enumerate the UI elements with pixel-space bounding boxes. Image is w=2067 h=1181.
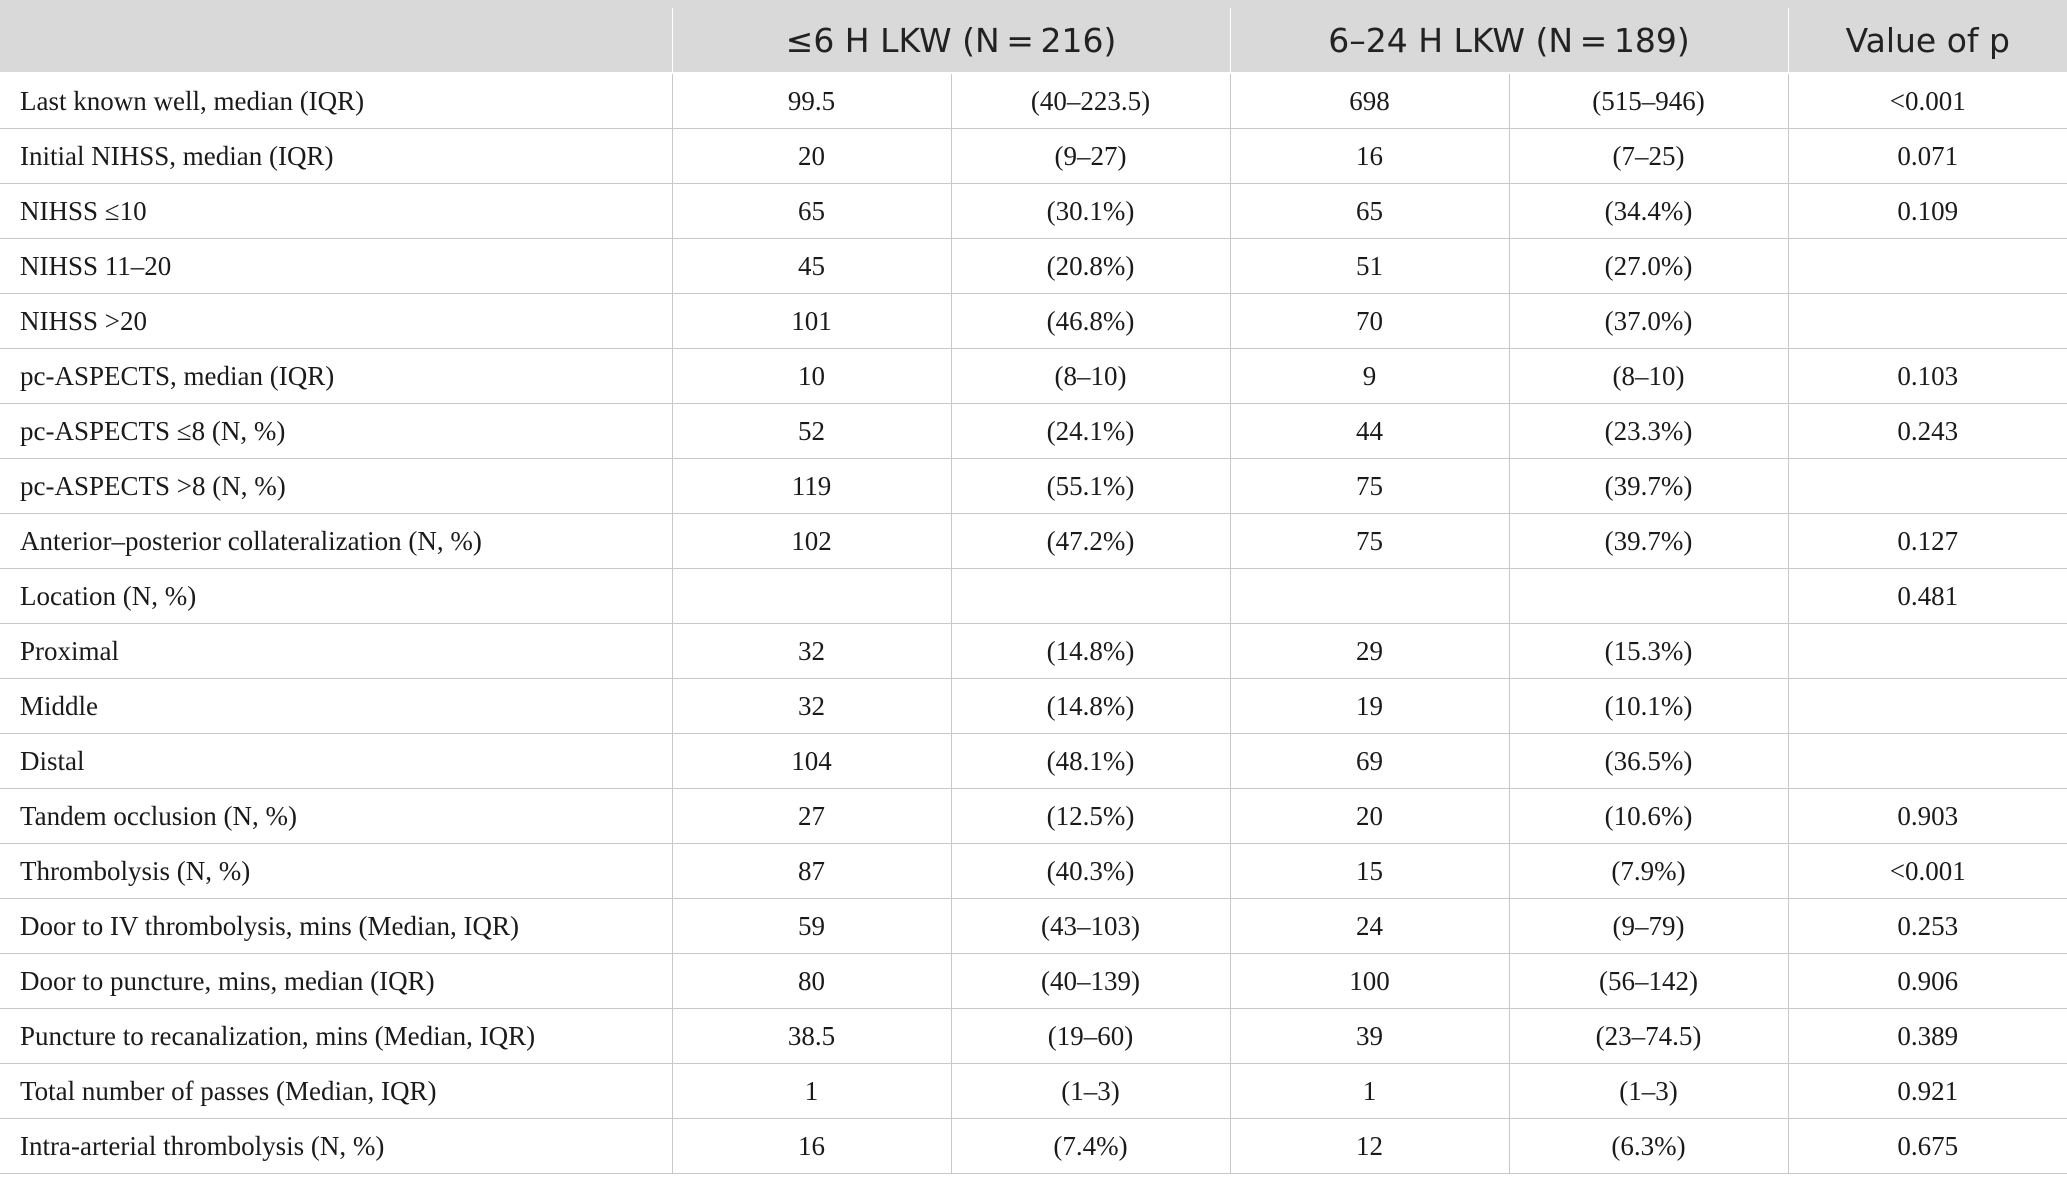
- early-detail-cell: (24.1%): [951, 404, 1230, 459]
- early-value-cell: 32: [672, 624, 951, 679]
- early-detail-cell: (8–10): [951, 349, 1230, 404]
- row-label-cell: Door to puncture, mins, median (IQR): [0, 954, 672, 1009]
- row-label-cell: Proximal: [0, 624, 672, 679]
- table-row: [0, 624, 2067, 679]
- table-row: [0, 1119, 2067, 1174]
- p-value-cell: 0.253: [1788, 899, 2067, 954]
- table-row: [0, 129, 2067, 184]
- p-value-cell: [1788, 459, 2067, 514]
- late-detail-cell: (27.0%): [1509, 239, 1788, 294]
- early-value-cell: 65: [672, 184, 951, 239]
- row-label-cell: pc-ASPECTS ≤8 (N, %): [0, 404, 672, 459]
- p-value-cell: [1788, 679, 2067, 734]
- early-detail-cell: (1–3): [951, 1064, 1230, 1119]
- late-detail-cell: (10.1%): [1509, 679, 1788, 734]
- header-group-early: ≤6 H LKW (N = 216): [672, 4, 1230, 73]
- early-value-cell: 27: [672, 789, 951, 844]
- late-detail-cell: (6.3%): [1509, 1119, 1788, 1174]
- early-detail-cell: (30.1%): [951, 184, 1230, 239]
- row-label-cell: NIHSS >20: [0, 294, 672, 349]
- p-value-cell: [1788, 624, 2067, 679]
- early-value-cell: 52: [672, 404, 951, 459]
- early-detail-cell: (19–60): [951, 1009, 1230, 1064]
- late-detail-cell: (10.6%): [1509, 789, 1788, 844]
- late-detail-cell: (7.9%): [1509, 844, 1788, 899]
- late-value-cell: 12: [1230, 1119, 1509, 1174]
- early-detail-cell: (12.5%): [951, 789, 1230, 844]
- table-row: [0, 349, 2067, 404]
- table-row: [0, 459, 2067, 514]
- late-detail-cell: (9–79): [1509, 899, 1788, 954]
- late-value-cell: 20: [1230, 789, 1509, 844]
- early-detail-cell: (40.3%): [951, 844, 1230, 899]
- row-label-cell: Tandem occlusion (N, %): [0, 789, 672, 844]
- early-detail-cell: (9–27): [951, 129, 1230, 184]
- header-group-late: 6–24 H LKW (N = 189): [1230, 4, 1788, 73]
- late-detail-cell: (515–946): [1509, 73, 1788, 129]
- row-label-cell: pc-ASPECTS, median (IQR): [0, 349, 672, 404]
- early-value-cell: [672, 569, 951, 624]
- header-row: [0, 4, 2067, 73]
- early-value-cell: 16: [672, 1119, 951, 1174]
- early-value-cell: 80: [672, 954, 951, 1009]
- late-detail-cell: (37.0%): [1509, 294, 1788, 349]
- row-label-cell: Middle: [0, 679, 672, 734]
- p-value-cell: [1788, 294, 2067, 349]
- late-value-cell: 29: [1230, 624, 1509, 679]
- row-label-cell: Puncture to recanalization, mins (Median, IQR): [0, 1009, 672, 1064]
- table-header: [0, 4, 2067, 73]
- late-detail-cell: (39.7%): [1509, 459, 1788, 514]
- late-value-cell: 69: [1230, 734, 1509, 789]
- early-value-cell: 1: [672, 1064, 951, 1119]
- early-detail-cell: (47.2%): [951, 514, 1230, 569]
- late-value-cell: 75: [1230, 459, 1509, 514]
- late-detail-cell: (15.3%): [1509, 624, 1788, 679]
- p-value-cell: 0.071: [1788, 129, 2067, 184]
- late-detail-cell: (23.3%): [1509, 404, 1788, 459]
- early-value-cell: 45: [672, 239, 951, 294]
- table-row: [0, 1009, 2067, 1064]
- p-value-cell: [1788, 239, 2067, 294]
- table-body: [0, 73, 2067, 1174]
- late-detail-cell: [1509, 569, 1788, 624]
- header-p-value: Value of p: [1788, 4, 2067, 73]
- p-value-cell: [1788, 734, 2067, 789]
- table-row: [0, 954, 2067, 1009]
- row-label-cell: NIHSS ≤10: [0, 184, 672, 239]
- early-value-cell: 32: [672, 679, 951, 734]
- early-value-cell: 99.5: [672, 73, 951, 129]
- p-value-cell: 0.481: [1788, 569, 2067, 624]
- early-detail-cell: (40–223.5): [951, 73, 1230, 129]
- late-value-cell: 15: [1230, 844, 1509, 899]
- table-row: [0, 184, 2067, 239]
- p-value-cell: 0.389: [1788, 1009, 2067, 1064]
- late-detail-cell: (56–142): [1509, 954, 1788, 1009]
- late-value-cell: 44: [1230, 404, 1509, 459]
- late-value-cell: 65: [1230, 184, 1509, 239]
- row-label-cell: Last known well, median (IQR): [0, 73, 672, 129]
- table-row: [0, 514, 2067, 569]
- late-value-cell: 39: [1230, 1009, 1509, 1064]
- late-detail-cell: (7–25): [1509, 129, 1788, 184]
- p-value-cell: 0.906: [1788, 954, 2067, 1009]
- row-label-cell: Initial NIHSS, median (IQR): [0, 129, 672, 184]
- early-detail-cell: (14.8%): [951, 624, 1230, 679]
- early-detail-cell: (46.8%): [951, 294, 1230, 349]
- early-detail-cell: (40–139): [951, 954, 1230, 1009]
- table-row: [0, 569, 2067, 624]
- table-row: [0, 404, 2067, 459]
- early-value-cell: 101: [672, 294, 951, 349]
- late-detail-cell: (34.4%): [1509, 184, 1788, 239]
- row-label-cell: pc-ASPECTS >8 (N, %): [0, 459, 672, 514]
- early-value-cell: 38.5: [672, 1009, 951, 1064]
- late-detail-cell: (36.5%): [1509, 734, 1788, 789]
- p-value-cell: 0.921: [1788, 1064, 2067, 1119]
- early-value-cell: 119: [672, 459, 951, 514]
- table-row: [0, 1064, 2067, 1119]
- row-label-cell: Location (N, %): [0, 569, 672, 624]
- late-value-cell: 100: [1230, 954, 1509, 1009]
- table-row: [0, 899, 2067, 954]
- late-value-cell: [1230, 569, 1509, 624]
- row-label-cell: Distal: [0, 734, 672, 789]
- early-detail-cell: (43–103): [951, 899, 1230, 954]
- p-value-cell: 0.127: [1788, 514, 2067, 569]
- table-row: [0, 844, 2067, 899]
- table-row: [0, 73, 2067, 129]
- early-value-cell: 104: [672, 734, 951, 789]
- early-value-cell: 20: [672, 129, 951, 184]
- row-label-cell: Anterior–posterior collateralization (N, %): [0, 514, 672, 569]
- p-value-cell: <0.001: [1788, 844, 2067, 899]
- late-detail-cell: (39.7%): [1509, 514, 1788, 569]
- p-value-cell: 0.675: [1788, 1119, 2067, 1174]
- row-label-cell: Thrombolysis (N, %): [0, 844, 672, 899]
- table-row: [0, 734, 2067, 789]
- early-detail-cell: [951, 569, 1230, 624]
- early-value-cell: 87: [672, 844, 951, 899]
- row-label-cell: NIHSS 11–20: [0, 239, 672, 294]
- early-value-cell: 102: [672, 514, 951, 569]
- p-value-cell: 0.109: [1788, 184, 2067, 239]
- late-value-cell: 698: [1230, 73, 1509, 129]
- header-label-column: [0, 4, 672, 73]
- p-value-cell: 0.103: [1788, 349, 2067, 404]
- late-value-cell: 75: [1230, 514, 1509, 569]
- row-label-cell: Intra-arterial thrombolysis (N, %): [0, 1119, 672, 1174]
- p-value-cell: <0.001: [1788, 73, 2067, 129]
- early-detail-cell: (48.1%): [951, 734, 1230, 789]
- p-value-cell: 0.243: [1788, 404, 2067, 459]
- p-value-cell: 0.903: [1788, 789, 2067, 844]
- late-value-cell: 16: [1230, 129, 1509, 184]
- late-value-cell: 19: [1230, 679, 1509, 734]
- row-label-cell: Door to IV thrombolysis, mins (Median, IQR): [0, 899, 672, 954]
- late-value-cell: 9: [1230, 349, 1509, 404]
- late-value-cell: 1: [1230, 1064, 1509, 1119]
- early-value-cell: 10: [672, 349, 951, 404]
- early-value-cell: 59: [672, 899, 951, 954]
- early-detail-cell: (20.8%): [951, 239, 1230, 294]
- table-row: [0, 679, 2067, 734]
- late-detail-cell: (8–10): [1509, 349, 1788, 404]
- early-detail-cell: (7.4%): [951, 1119, 1230, 1174]
- late-value-cell: 24: [1230, 899, 1509, 954]
- early-detail-cell: (14.8%): [951, 679, 1230, 734]
- late-value-cell: 70: [1230, 294, 1509, 349]
- table-row: [0, 789, 2067, 844]
- table-row: [0, 294, 2067, 349]
- row-label-cell: Total number of passes (Median, IQR): [0, 1064, 672, 1119]
- table-row: [0, 239, 2067, 294]
- late-detail-cell: (23–74.5): [1509, 1009, 1788, 1064]
- early-detail-cell: (55.1%): [951, 459, 1230, 514]
- late-value-cell: 51: [1230, 239, 1509, 294]
- late-detail-cell: (1–3): [1509, 1064, 1788, 1119]
